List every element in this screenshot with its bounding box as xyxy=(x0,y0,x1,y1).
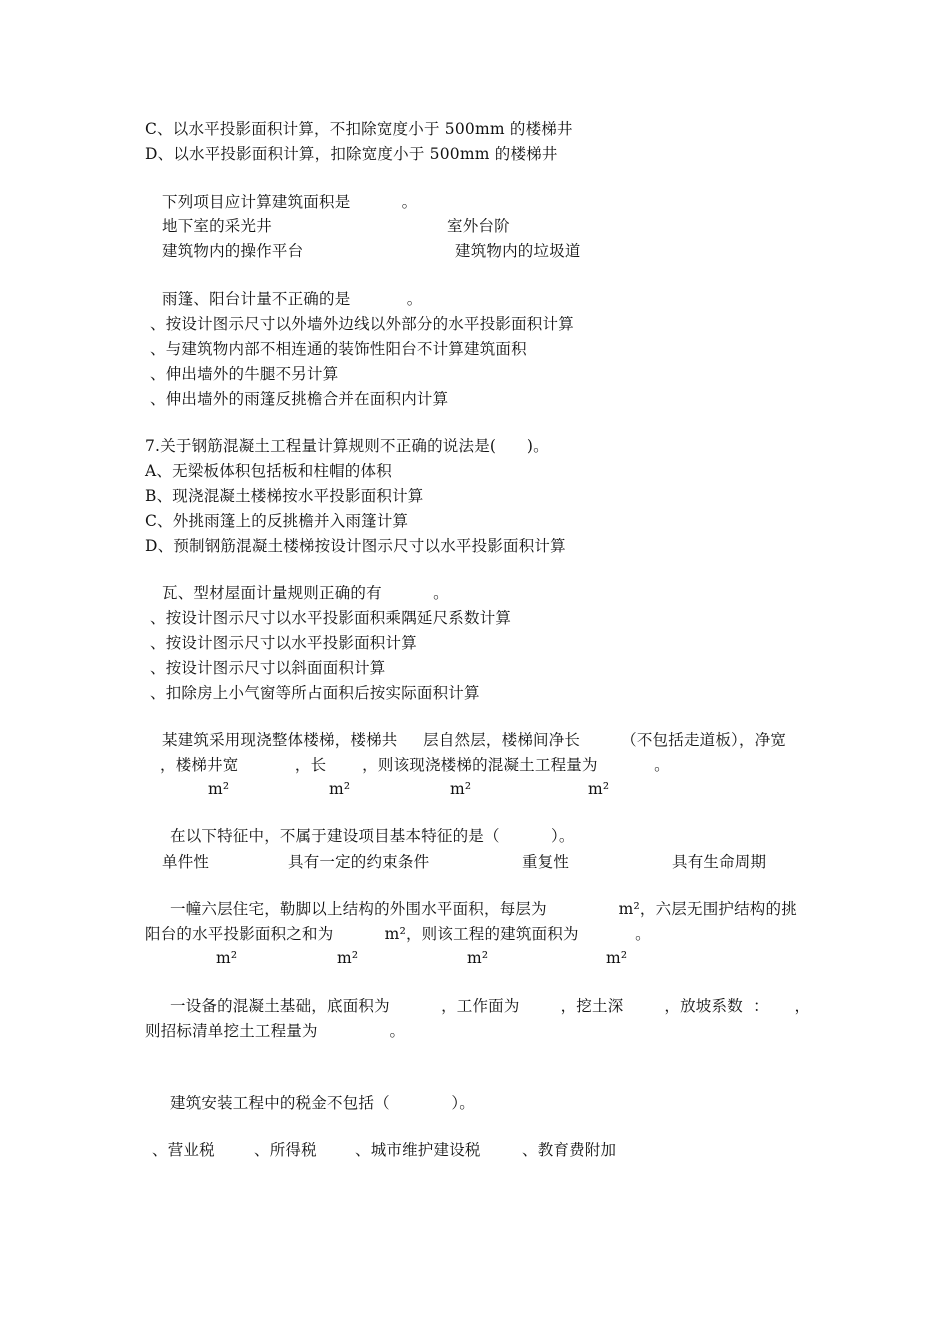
answer-option: 、扣除房上小气窗等所占面积后按实际面积计算 xyxy=(150,684,480,702)
answer-option: 、城市维护建设税 xyxy=(355,1141,481,1159)
question-text: 某建筑采用现浇整体楼梯，楼梯共 层自然层，楼梯间净长 （不包括走道板），净宽 xyxy=(162,731,787,749)
answer-unit: m² xyxy=(208,780,230,798)
answer-unit: m² xyxy=(337,949,359,967)
answer-option: 地下室的采光井 xyxy=(162,217,272,235)
question-text: 一幢六层住宅，勒脚以上结构的外围水平面积，每层为 m²，六层无围护结构的挑 xyxy=(170,900,797,918)
answer-unit: m² xyxy=(216,949,238,967)
answer-option: 、按设计图示尺寸以斜面面积计算 xyxy=(150,659,386,677)
answer-option: 具有生命周期 xyxy=(672,853,767,871)
answer-option: A、无梁板体积包括板和柱帽的体积 xyxy=(145,462,392,480)
answer-option: 、伸出墙外的牛腿不另计算 xyxy=(150,365,339,383)
question-text: 一设备的混凝土基础，底面积为 ，工作面为 ，挖土深 ，放坡系数 ： ， xyxy=(170,997,811,1015)
question-text: 下列项目应计算建筑面积是 。 xyxy=(162,193,418,211)
option-c-line: C、以水平投影面积计算，不扣除宽度小于 500mm 的楼梯井 xyxy=(145,120,573,138)
option-d-line: D、以水平投影面积计算，扣除宽度小于 500mm 的楼梯井 xyxy=(145,145,558,163)
answer-option: 建筑物内的操作平台 xyxy=(162,242,304,260)
answer-option: 、伸出墙外的雨篷反挑檐合并在面积内计算 xyxy=(150,390,449,408)
answer-option: 、按设计图示尺寸以水平投影面积乘隅延尺系数计算 xyxy=(150,609,512,627)
answer-option: 、按设计图示尺寸以外墙外边线以外部分的水平投影面积计算 xyxy=(150,315,574,333)
question-text: 建筑安装工程中的税金不包括（ ）。 xyxy=(170,1094,475,1112)
answer-option: B、现浇混凝土楼梯按水平投影面积计算 xyxy=(145,487,424,505)
answer-option: 、所得税 xyxy=(254,1141,317,1159)
question-text: 瓦、型材屋面计量规则正确的有 。 xyxy=(162,584,449,602)
answer-option: C、外挑雨篷上的反挑檐并入雨篷计算 xyxy=(145,512,409,530)
answer-option: 室外台阶 xyxy=(447,217,510,235)
answer-option: 建筑物内的垃圾道 xyxy=(455,242,581,260)
answer-option: D、预制钢筋混凝土楼梯按设计图示尺寸以水平投影面积计算 xyxy=(145,537,566,555)
answer-unit: m² xyxy=(450,780,472,798)
answer-unit: m² xyxy=(329,780,351,798)
question-text: ，楼梯井宽 ，长 ，则该现浇楼梯的混凝土工程量为 。 xyxy=(160,756,670,774)
question-text: 则招标清单挖土工程量为 。 xyxy=(145,1022,406,1040)
question-text: 阳台的水平投影面积之和为 m²，则该工程的建筑面积为 。 xyxy=(145,925,651,943)
answer-option: 重复性 xyxy=(522,853,570,871)
answer-unit: m² xyxy=(606,949,628,967)
question-text: 7.关于钢筋混凝土工程量计算规则不正确的说法是( )。 xyxy=(145,437,549,455)
answer-option: 、教育费附加 xyxy=(522,1141,617,1159)
answer-option: 单件性 xyxy=(162,853,210,871)
question-text: 雨篷、阳台计量不正确的是 。 xyxy=(162,290,423,308)
answer-unit: m² xyxy=(588,780,610,798)
answer-unit: m² xyxy=(467,949,489,967)
answer-option: 具有一定的约束条件 xyxy=(288,853,430,871)
answer-option: 、按设计图示尺寸以水平投影面积计算 xyxy=(150,634,417,652)
answer-option: 、营业税 xyxy=(152,1141,215,1159)
answer-option: 、与建筑物内部不相连通的装饰性阳台不计算建筑面积 xyxy=(150,340,527,358)
question-text: 在以下特征中，不属于建设项目基本特征的是（ ）。 xyxy=(170,827,575,845)
